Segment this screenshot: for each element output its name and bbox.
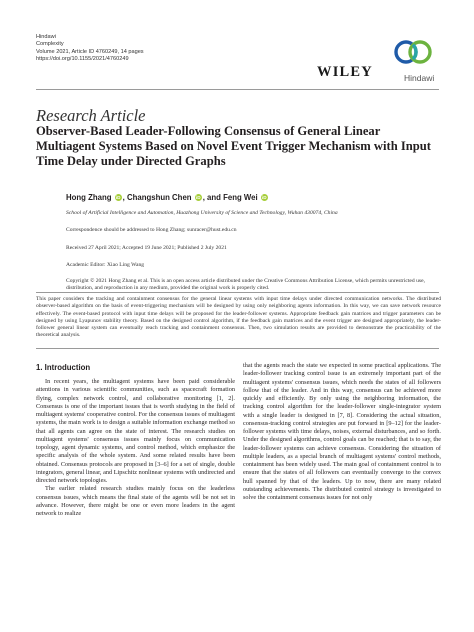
affiliation: School of Artificial Intelligence and Automation, Huazhong University of Science and Technology, Wuhan 430074, China	[66, 210, 338, 216]
hindawi-wordmark: Hindawi	[404, 73, 435, 83]
correspondence: Correspondence should be addressed to Hong Zhang; sunracer@hust.edu.cn	[66, 227, 237, 233]
orcid-icon[interactable]: iD	[115, 195, 121, 200]
article-type: Research Article	[36, 106, 146, 125]
author-list: Hong Zhang iD , Changshun Chen iD , and Feng Wei iD	[66, 193, 267, 202]
section-heading: 1. Introduction	[36, 363, 91, 372]
author-name[interactable]: Feng Wei	[223, 193, 258, 202]
abstract-top-divider	[36, 292, 439, 293]
author-name[interactable]: Hong Zhang	[66, 193, 112, 202]
copyright-notice: Copyright © 2021 Hong Zhang et al. This is an open access article distributed under the Creative Commons Attribution License, which permits unrestricted use, distribution, and reproduction in any medium, provided the original work is properly cited.	[66, 278, 425, 292]
paragraph: In recent years, the multiagent systems have been paid considerable attentions in various scientific communities, such as spacecraft formation flying, complex network control, and collaborative monitoring [1, 2]. Consensus is one of the important issues that is worth studying in the field of multiagent systems' cooperative control. For the consensus issues of multiagent systems, the main work is to design a suitable information exchange method so that all agents can agree on the state of interest. The research studies on multiagent systems' consensus issues mainly focus on communication topology, agent dynamic systems, and control method, which emphasize the specific analysis of the whole system. And some related results have been obtained. Consensus protocols are proposed in [3–6] for a set of single, double integrators, general linear, and Lipschitz nonlinear systems with undirected and directed network topologies.	[36, 378, 235, 485]
abstract: This paper considers the tracking and containment consensus for the general linear systems with input time delays under directed communication networks. The distributed observer-based algorithm on the basis of event-triggering mechanism will be designed by using only neighboring agents information. In this way, we can save network resource effectively. The event-based protocol with input time delays will be proposed for the leader-follower systems. Appropriate feedback gain matrices and trigger parameters can be designed by using Lyapunov stability theory. Based on the designed control algorithm, if the feedback gain matrices and the event trigger are designed appropriately, the leader-follower general linear system can eventually reach tracking and containment consensus. Then, two simulation results are provided to demonstrate the practicability of the theoretical analysis.	[36, 296, 441, 339]
wiley-logo: WILEY	[317, 64, 373, 80]
orcid-icon[interactable]: iD	[195, 195, 201, 200]
article-title: Observer-Based Leader-Following Consensus of General Linear Multiagent Systems Based on Novel Event Trigger Mechanism with Input Time Delay under Directed Graphs	[36, 124, 431, 169]
header-divider	[36, 89, 439, 90]
author-name[interactable]: Changshun Chen	[127, 193, 192, 202]
abstract-bottom-divider	[36, 348, 439, 349]
article-dates: Received 27 April 2021; Accepted 19 June 2021; Published 2 July 2021	[66, 245, 227, 251]
journal-name: Hindawi	[36, 34, 56, 40]
paragraph: The earlier related research studies mainly focus on the leaderless consensus issues, which means the final state of the agents will be not set in advance. However, there might be one or even more leaders in the agent network to realize	[36, 485, 235, 518]
doi-link[interactable]: https://doi.org/10.1155/2021/4760249	[36, 55, 129, 62]
hindawi-logo-icon	[392, 37, 434, 73]
paragraph: that the agents reach the state we expected in some practical applications. The leader-follower tracking control issue is an extremely important part of the multiagent systems' consensus issues, which needs the states of all followers follow that of the leader. And in this way, consensus can be achieved more quickly and efficiently. By only using the neighboring information, the tracking control algorithm for the leader-follower single-integrator system with a single leader is designed in [7, 8]. Considering the actual situation, consensus-tracking control strategies are put forward in [9–12] for the leader-follower systems with time delays, noises, external disturbances, and so forth. Under the designed algorithms, control goals can be reached; that is to say, the leader-follower systems can achieve consensus. Considering the situation of multiple leaders, as a special branch of multiagent systems' control methods, containment has been widely used. The main goal of containment control is to ensure that the states of all followers can eventually converge to the convex hull spanned by that of the leaders. Up to now, there are many related outstanding achievements. The distributed control strategy is investigated to solve the containment consensus issues for not only	[243, 362, 441, 502]
left-column	[36, 378, 235, 519]
orcid-icon[interactable]: iD	[261, 195, 267, 200]
volume-line: Volume 2021, Article ID 4760249, 14 pages	[36, 48, 144, 55]
journal-meta	[36, 34, 144, 63]
journal-subtitle: Complexity	[36, 41, 64, 48]
right-column	[243, 362, 441, 503]
academic-editor: Academic Editor: Xiao Ling Wang	[66, 262, 145, 268]
